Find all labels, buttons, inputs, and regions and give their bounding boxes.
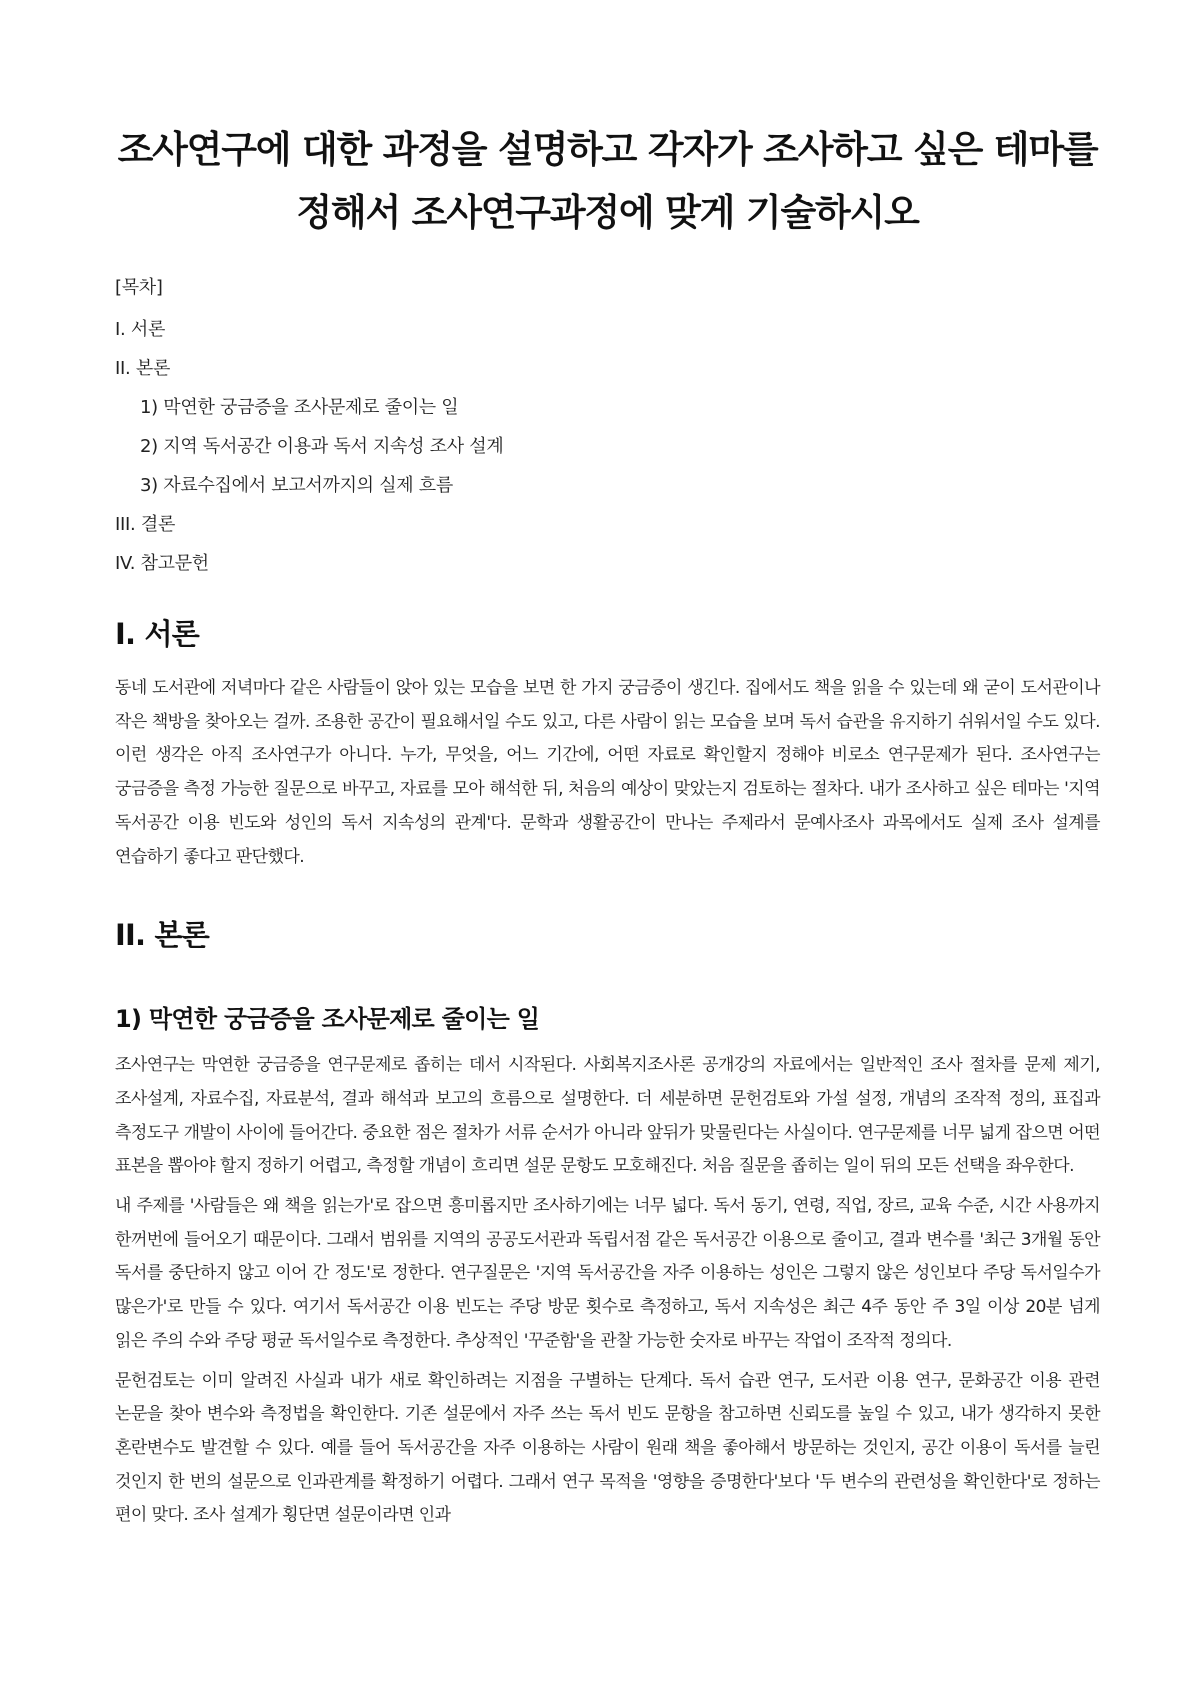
intro-paragraph: 동네 도서관에 저녁마다 같은 사람들이 앉아 있는 모습을 보면 한 가지 궁금증이 생긴다. 집에서도 책을 읽을 수 있는데 왜 굳이 도서관이나 작은 책방을 찾아오는 걸까. 조용한 공간이 필요해서일 수도 있고, 다른 사람이 읽는 모습을 보며 독서 습관을 유지하기 쉬워서일 수도 있다. 이런 생각은 아직 조사연구가 아니다. 누가, 무엇을, 어느 기간에, 어떤 자료로 확인할지 정해야 비로소 연구문제가 된다. 조사연구는 궁금증을 측정 가능한 질문으로 바꾸고, 자료를 모아 해석한 뒤, 처음의 예상이 맞았는지 검토하는 절차다. 내가 조사하고 싶은 테마는 '지역 독서공간 이용 빈도와 성인의 독서 지속성의 관계'다. 문학과 생활공간이 만나는 주제라서 문예사조사 과목에서도 실제 조사 설계를 연습하기 좋다고 판단했다.	[115, 678, 1100, 867]
intro-heading: I. 서론	[115, 617, 199, 651]
body-heading: II. 본론	[115, 918, 209, 953]
toc-item-body-3: 3) 자료수집에서 보고서까지의 실제 흐름	[140, 475, 453, 496]
toc-item-references: IV. 참고문헌	[115, 553, 209, 574]
toc-item-body-2: 2) 지역 독서공간 이용과 독서 지속성 조사 설계	[140, 436, 504, 457]
body-section	[115, 915, 1100, 1533]
toc-item-conclusion: III. 결론	[115, 514, 176, 535]
subsection-1-paragraph-3: 문헌검토는 이미 알려진 사실과 내가 새로 확인하려는 지점을 구별하는 단계다. 독서 습관 연구, 도서관 이용 연구, 문화공간 이용 관련 논문을 찾아 변수와 측정법을 확인한다. 기존 설문에서 자주 쓰는 독서 빈도 문항을 참고하면 신뢰도를 높일 수 있고, 내가 생각하지 못한 혼란변수도 발견할 수 있다. 예를 들어 독서공간을 자주 이용하는 사람이 원래 책을 좋아해서 방문하는 것인지, 공간 이용이 독서를 늘린 것인지 한 번의 설문으로 인과관계를 확정하기 어렵다. 그래서 연구 목적을 '영향을 증명한다'보다 '두 변수의 관련성을 확인한다'로 정하는 편이 맞다. 조사 설계가 횡단면 설문이라면 인과	[115, 1370, 1100, 1526]
document-title-line-2: 정해서 조사연구과정에 맞게 기술하시오	[296, 191, 919, 234]
toc-item-intro: I. 서론	[115, 319, 166, 340]
toc-label: [목차]	[115, 277, 163, 298]
toc-item-body: II. 본론	[115, 358, 171, 379]
document-title	[115, 118, 1100, 244]
toc-item-body-1: 1) 막연한 궁금증을 조사문제로 줄이는 일	[140, 397, 459, 418]
table-of-contents	[115, 278, 1100, 574]
document-title-line-1: 조사연구에 대한 과정을 설명하고 각자가 조사하고 싶은 테마를	[117, 128, 1098, 171]
subsection-1-paragraph-1: 조사연구는 막연한 궁금증을 연구문제로 좁히는 데서 시작된다. 사회복지조사론 공개강의 자료에서는 일반적인 조사 절차를 문제 제기, 조사설계, 자료수집, 자료분석, 결과 해석과 보고의 흐름으로 설명한다. 더 세분하면 문헌검토와 가설 설정, 개념의 조작적 정의, 표집과 측정도구 개발이 사이에 들어간다. 중요한 점은 절차가 서류 순서가 아니라 앞뒤가 맞물린다는 사실이다. 연구문제를 너무 넓게 잡으면 어떤 표본을 뽑아야 할지 정하기 어렵고, 측정할 개념이 흐리면 설문 문항도 모호해진다. 처음 질문을 좁히는 일이 뒤의 모든 선택을 좌우한다.	[115, 1055, 1100, 1177]
intro-section	[115, 614, 1100, 874]
subsection-1-heading: 1) 막연한 궁금증을 조사문제로 줄이는 일	[115, 1005, 540, 1034]
subsection-1-paragraph-2: 내 주제를 '사람들은 왜 책을 읽는가'로 잡으면 흥미롭지만 조사하기에는 너무 넓다. 독서 동기, 연령, 직업, 장르, 교육 수준, 시간 사용까지 한꺼번에 들어오기 때문이다. 그래서 범위를 지역의 공공도서관과 독립서점 같은 독서공간 이용으로 줄이고, 결과 변수를 '최근 3개월 동안 독서를 중단하지 않고 이어 간 정도'로 정한다. 연구질문은 '지역 독서공간을 자주 이용하는 성인은 그렇지 않은 성인보다 주당 독서일수가 많은가'로 만들 수 있다. 여기서 독서공간 이용 빈도는 주당 방문 횟수로 측정하고, 독서 지속성은 최근 4주 동안 주 3일 이상 20분 넘게 읽은 주의 수와 주당 평균 독서일수로 측정한다. 추상적인 '꾸준함'을 관찰 가능한 숫자로 바꾸는 작업이 조작적 정의다.	[115, 1196, 1100, 1351]
